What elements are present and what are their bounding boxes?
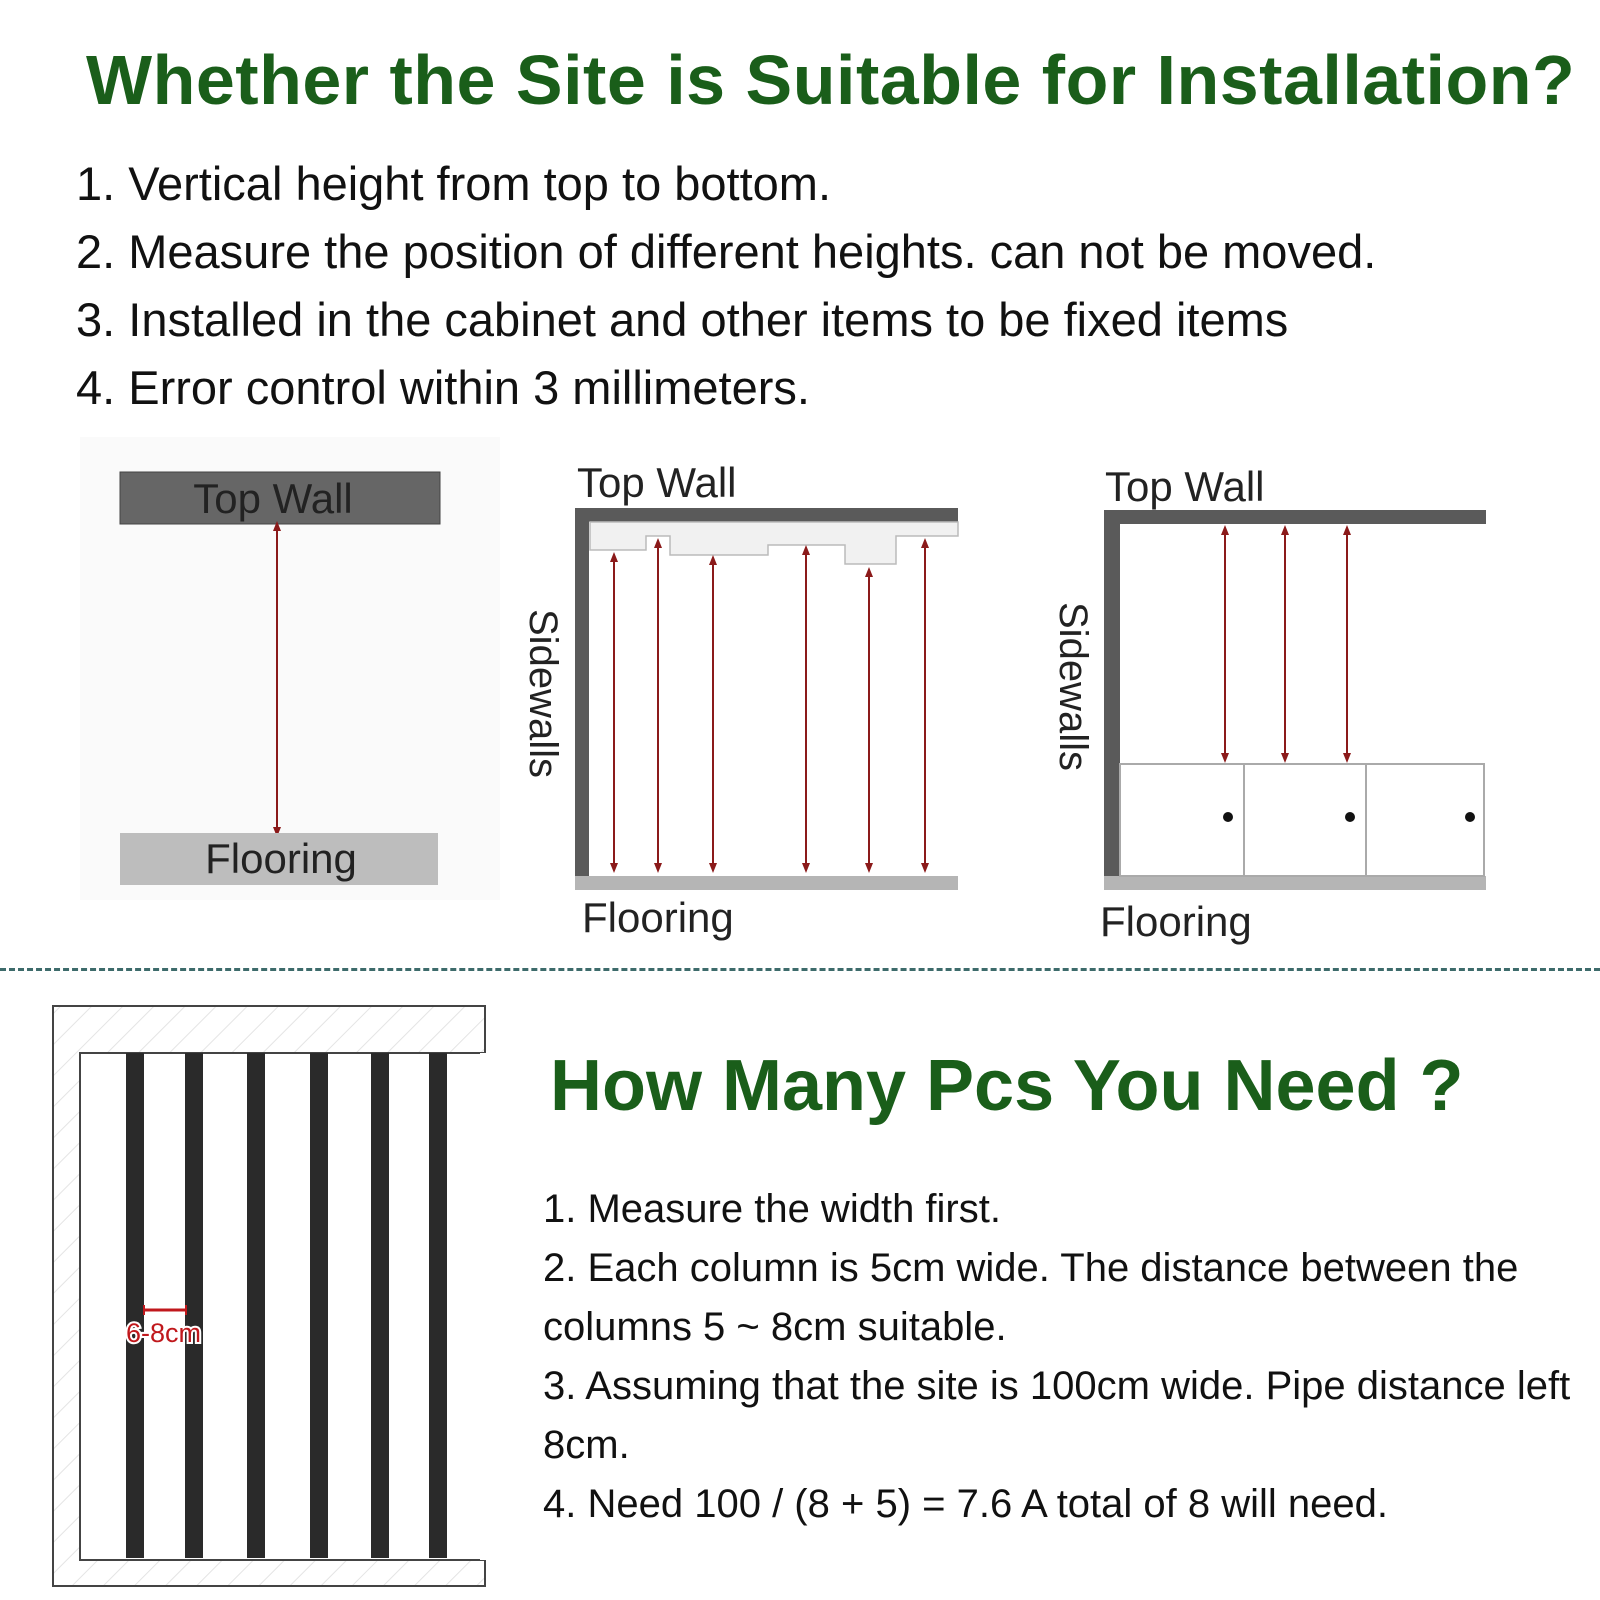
top-wall-label: Top Wall [1105, 463, 1265, 510]
section-divider [0, 968, 1600, 971]
top-wall [575, 508, 958, 522]
flooring-label: Flooring [1100, 898, 1252, 945]
ceiling-obstacle [590, 522, 958, 564]
quantity-steps [543, 1180, 1593, 1534]
list-item: 3. Assuming that the site is 100cm wide. Pipe distance left 8cm. [543, 1364, 1571, 1467]
diagram-height-uneven [521, 459, 958, 941]
list-item: 2. Each column is 5cm wide. The distance between the columns 5 ~ 8cm suitable. [543, 1246, 1519, 1349]
sidewall [1104, 510, 1120, 890]
column [126, 1053, 144, 1558]
list-item: 1. Measure the width first. [543, 1187, 1001, 1231]
top-wall-label: Top Wall [577, 459, 737, 506]
diagram-height-cabinet [1051, 463, 1486, 945]
open-side [480, 1053, 500, 1560]
column [310, 1053, 328, 1558]
list-item: 2. Measure the position of different heights. can not be moved. [76, 225, 1377, 278]
top-wall [1104, 510, 1486, 524]
list-item: 3. Installed in the cabinet and other items to be fixed items [76, 293, 1289, 346]
column [185, 1053, 203, 1558]
cabinet-knob [1465, 812, 1475, 822]
list-item: 1. Vertical height from top to bottom. [76, 157, 832, 210]
sidewalls-label: Sidewalls [1051, 602, 1095, 771]
column [247, 1053, 265, 1558]
section-title-site: Whether the Site is Suitable for Installation? [86, 41, 1576, 119]
column [429, 1053, 447, 1558]
list-item: 4. Error control within 3 millimeters. [76, 361, 810, 414]
cabinet-knob [1345, 812, 1355, 822]
spacing-label: 6-8cm [126, 1318, 202, 1348]
column [371, 1053, 389, 1558]
flooring-label: Flooring [582, 894, 734, 941]
top-wall-label: Top Wall [193, 475, 353, 522]
list-item: 4. Need 100 / (8 + 5) = 7.6 A total of 8 will need. [543, 1482, 1388, 1526]
sidewall [575, 508, 589, 890]
section-title-quantity: How Many Pcs You Need ? [550, 1046, 1464, 1126]
flooring-label: Flooring [205, 835, 357, 882]
sidewalls-label: Sidewalls [521, 609, 565, 778]
cabinet-knob [1223, 812, 1233, 822]
diagram-column-spacing [40, 995, 500, 1595]
flooring [575, 876, 958, 890]
flooring [1104, 876, 1486, 890]
